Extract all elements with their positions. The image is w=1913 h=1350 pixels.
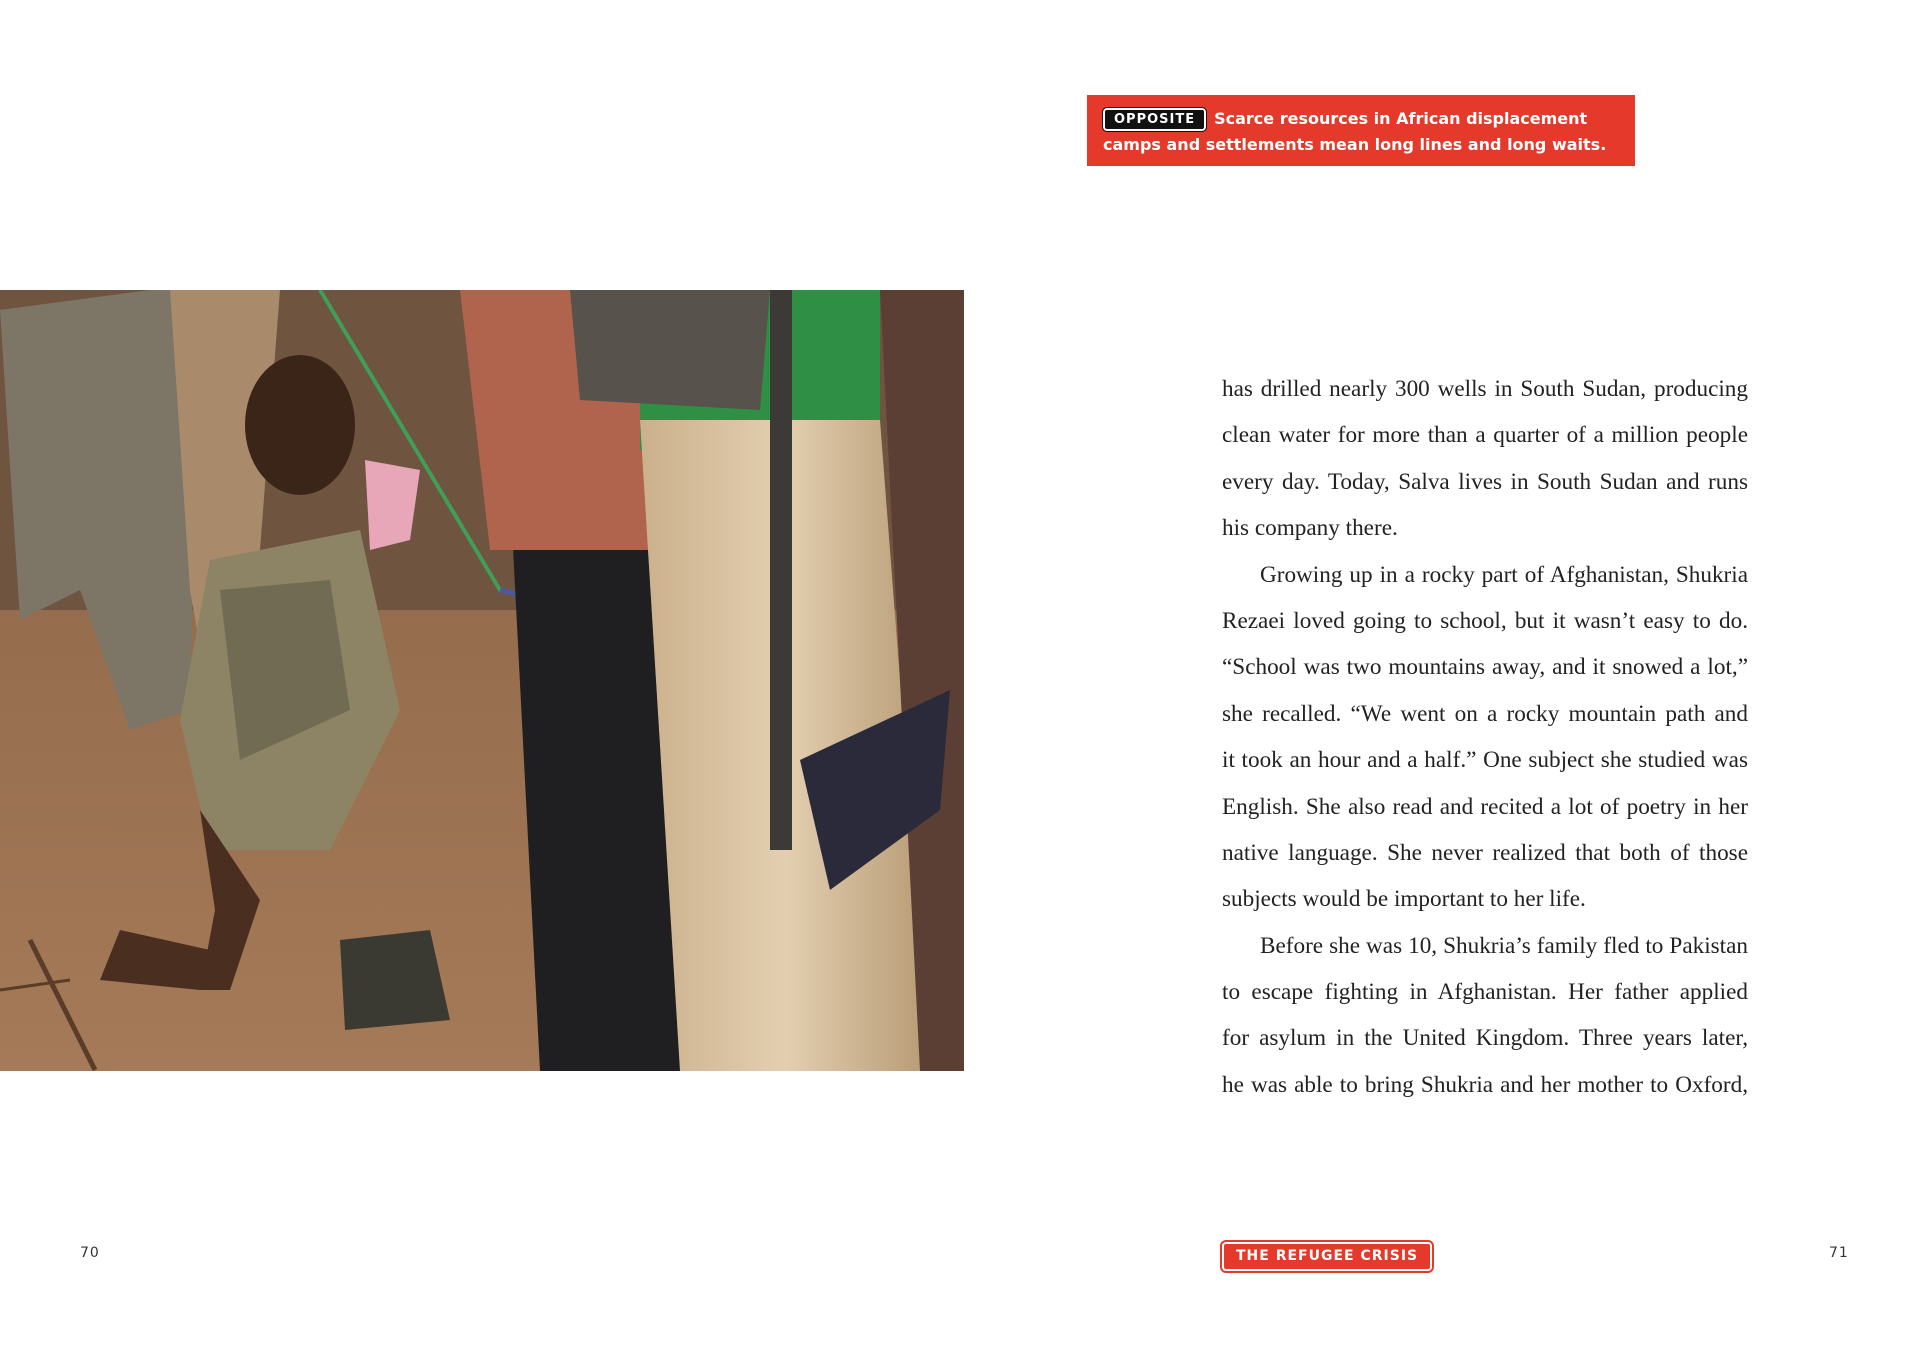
body-line: has drilled nearly 300 wells in South Sudan, producing [1222, 376, 1748, 402]
body-line: to escape fighting in Afghanistan. Her father applied [1222, 979, 1748, 1006]
caption-text: Scarce resources in African displacement camps and settlements mean long lines and long waits. [1103, 109, 1607, 154]
running-footer-title: THE REFUGEE CRISIS [1222, 1242, 1432, 1271]
body-line: it took an hour and a half.” One subject she studied was [1222, 747, 1748, 774]
photo-people-waiting-in-line-icon [0, 290, 964, 1071]
caption-tag: OPPOSITE [1103, 108, 1206, 131]
body-line: English. She also read and recited a lot of poetry in her [1222, 793, 1748, 820]
body-line: “School was two mountains away, and it snowed a lot,” [1222, 654, 1748, 681]
photo [0, 290, 964, 1071]
body-line: for asylum in the United Kingdom. Three years later, [1222, 1025, 1748, 1052]
body-line: subjects would be important to her life. [1222, 886, 1586, 913]
page-number-right: 71 [1829, 1245, 1849, 1261]
body-line: his company there. [1222, 515, 1398, 542]
body-line: every day. Today, Salva lives in South Sudan and runs [1222, 468, 1748, 495]
body-line: clean water for more than a quarter of a million people [1222, 422, 1748, 449]
body-line: Rezaei loved going to school, but it wasn’t easy to do. [1222, 607, 1748, 634]
body-text [1222, 366, 1748, 1108]
page-number-left: 70 [80, 1245, 100, 1261]
body-line: she recalled. “We went on a rocky mountain path and [1222, 700, 1748, 727]
body-line: native language. She never realized that both of those [1222, 839, 1748, 866]
body-line: Growing up in a rocky part of Afghanistan, Shukria [1260, 561, 1748, 588]
body-line: he was able to bring Shukria and her mother to Oxford, [1222, 1071, 1748, 1098]
photo-caption [1087, 95, 1635, 166]
body-line: Before she was 10, Shukria’s family fled to Pakistan [1260, 932, 1748, 959]
